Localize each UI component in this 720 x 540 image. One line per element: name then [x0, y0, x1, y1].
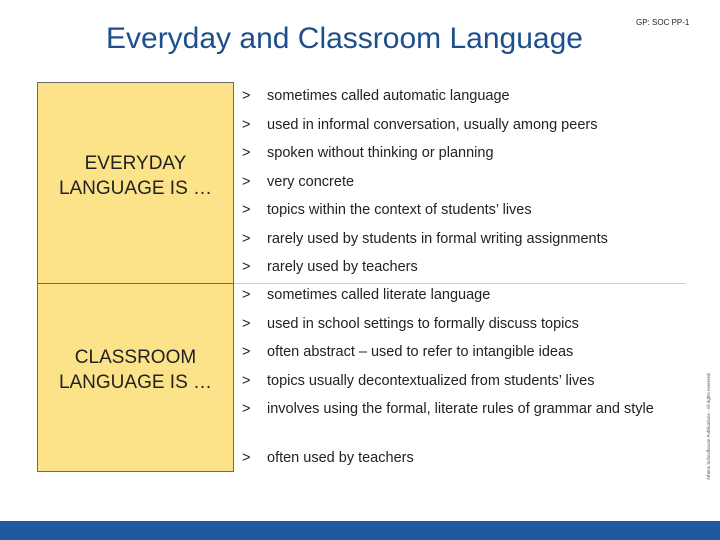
- bullet-arrow-icon: >: [242, 373, 251, 389]
- footer-bar: [0, 521, 720, 540]
- list-item: [242, 371, 677, 391]
- bullet-arrow-icon: >: [242, 450, 251, 466]
- list-item: [242, 172, 677, 192]
- bullet-arrow-icon: >: [242, 117, 251, 133]
- list-item: [242, 285, 677, 305]
- bullet-arrow-icon: >: [242, 344, 251, 360]
- bullet-text: rarely used by teachers: [267, 259, 418, 275]
- list-item: [242, 257, 677, 277]
- list-item: [242, 86, 677, 106]
- slide-code: GP: SOC PP-1: [636, 18, 690, 27]
- bullet-arrow-icon: >: [242, 145, 251, 161]
- bullet-text: topics usually decontextualized from students’ lives: [267, 373, 595, 389]
- bullet-arrow-icon: >: [242, 259, 251, 275]
- bullet-arrow-icon: >: [242, 316, 251, 332]
- list-item: [242, 115, 677, 135]
- bullet-text: very concrete: [267, 174, 355, 190]
- list-item: [242, 200, 677, 220]
- bullet-text: involves using the formal, literate rules of grammar and style: [267, 401, 654, 417]
- classroom-label-line2: LANGUAGE IS …: [58, 372, 213, 393]
- list-item: [242, 342, 677, 362]
- bullet-text: used in informal conversation, usually among peers: [267, 117, 598, 133]
- bullet-arrow-icon: >: [242, 88, 251, 104]
- list-item: [242, 229, 677, 249]
- bullet-arrow-icon: >: [242, 231, 251, 247]
- bullet-arrow-icon: >: [242, 174, 251, 190]
- list-item: [242, 448, 677, 468]
- everyday-label-line1: EVERYDAY: [84, 153, 187, 174]
- everyday-label: [37, 151, 234, 201]
- classroom-label-line1: CLASSROOM: [74, 347, 197, 368]
- bullet-text: sometimes called literate language: [267, 287, 491, 303]
- list-item: [242, 399, 657, 419]
- copyright-notice: Athens Schoolhouse Publications · All rights reserved.: [706, 372, 711, 480]
- slide-title: Everyday and Classroom Language: [106, 22, 583, 55]
- everyday-label-line2: LANGUAGE IS …: [58, 178, 213, 199]
- section-separator: [234, 283, 686, 284]
- bullet-arrow-icon: >: [242, 401, 251, 417]
- bullet-text: often used by teachers: [267, 450, 414, 466]
- label-panel: [37, 82, 234, 472]
- bullet-text: used in school settings to formally discuss topics: [267, 316, 579, 332]
- list-item: [242, 143, 677, 163]
- bullet-arrow-icon: >: [242, 287, 251, 303]
- panel-divider: [37, 283, 234, 284]
- classroom-label: [37, 345, 234, 395]
- bullet-text: rarely used by students in formal writing assignments: [267, 231, 608, 247]
- bullet-text: spoken without thinking or planning: [267, 145, 494, 161]
- bullet-arrow-icon: >: [242, 202, 251, 218]
- bullet-text: often abstract – used to refer to intangible ideas: [267, 344, 574, 360]
- bullet-text: sometimes called automatic language: [267, 88, 510, 104]
- list-item: [242, 314, 677, 334]
- bullet-text: topics within the context of students’ lives: [267, 202, 532, 218]
